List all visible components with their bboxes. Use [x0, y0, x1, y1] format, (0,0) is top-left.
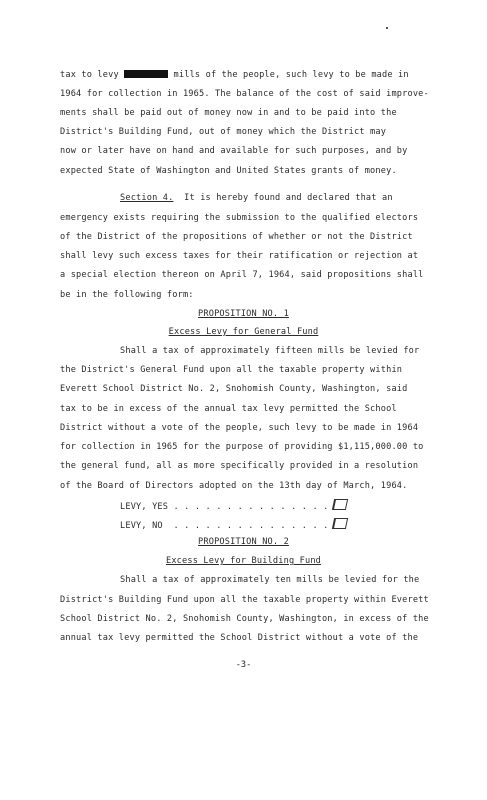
paragraph-line: District's Building Fund upon all the taxable property within Everett [60, 595, 429, 605]
paragraph-line: expected State of Washington and United States grants of money. [60, 166, 397, 176]
paragraph-line: the District's General Fund upon all the taxable property within [60, 365, 403, 375]
paragraph-line: ments shall be paid out of money now in and to be paid into the [60, 108, 397, 118]
paragraph-line: emergency exists requiring the submission to the qualified electors [60, 213, 419, 223]
section-label: Section 4. [120, 193, 174, 203]
paragraph-line: a special election thereon on April 7, 1964, said propositions shall [60, 270, 424, 280]
paragraph-line: District's Building Fund, out of money which the District may [60, 127, 387, 137]
paragraph-line: tax to levy mills of the people, such levy to be made in [60, 70, 409, 80]
ballot-option-yes: LEVY, YES . . . . . . . . . . . . . . . [120, 499, 347, 512]
redacted-block [124, 70, 168, 78]
paragraph-line: now or later have on hand and available for such purposes, and by [60, 146, 408, 156]
proposition-1-subtitle: Excess Levy for General Fund [168, 327, 319, 337]
section-heading-line: Section 4. It is hereby found and declared that an [120, 193, 393, 203]
ballot-checkbox [331, 499, 347, 510]
proposition-2-title: PROPOSITION NO. 2 [198, 537, 289, 547]
paragraph-line: District without a vote of the people, such levy to be made in 1964 [60, 423, 419, 433]
paragraph-line: School District No. 2, Snohomish County, Washington, in excess of the [60, 614, 429, 624]
page-number: -3- [235, 660, 252, 670]
paragraph-line: for collection in 1965 for the purpose of providing $1,115,000.00 to [60, 442, 424, 452]
proposition-2-subtitle: Excess Levy for Building Fund [165, 556, 322, 566]
paragraph-line: be in the following form: [60, 290, 194, 300]
ballot-checkbox [331, 518, 347, 529]
scan-speck [386, 27, 388, 29]
paragraph-line: of the Board of Directors adopted on the 13th day of March, 1964. [60, 481, 408, 491]
paragraph-line: 1964 for collection in 1965. The balance of the cost of said improve- [60, 89, 429, 99]
paragraph-line: shall levy such excess taxes for their ratification or rejection at [60, 251, 419, 261]
paragraph-line: Shall a tax of approximately fifteen mills be levied for [120, 346, 420, 356]
proposition-1-title: PROPOSITION NO. 1 [198, 309, 289, 319]
paragraph-line: Everett School District No. 2, Snohomish County, Washington, said [60, 384, 408, 394]
paragraph-line: annual tax levy permitted the School District without a vote of the [60, 633, 419, 643]
paragraph-line: of the District of the propositions of whether or not the District [60, 232, 413, 242]
ballot-option-no: LEVY, NO . . . . . . . . . . . . . . . [120, 518, 347, 531]
paragraph-line: tax to be in excess of the annual tax levy permitted the School [60, 404, 397, 414]
paragraph-line: Shall a tax of approximately ten mills be levied for the [120, 575, 420, 585]
paragraph-line: the general fund, all as more specifically provided in a resolution [60, 461, 419, 471]
